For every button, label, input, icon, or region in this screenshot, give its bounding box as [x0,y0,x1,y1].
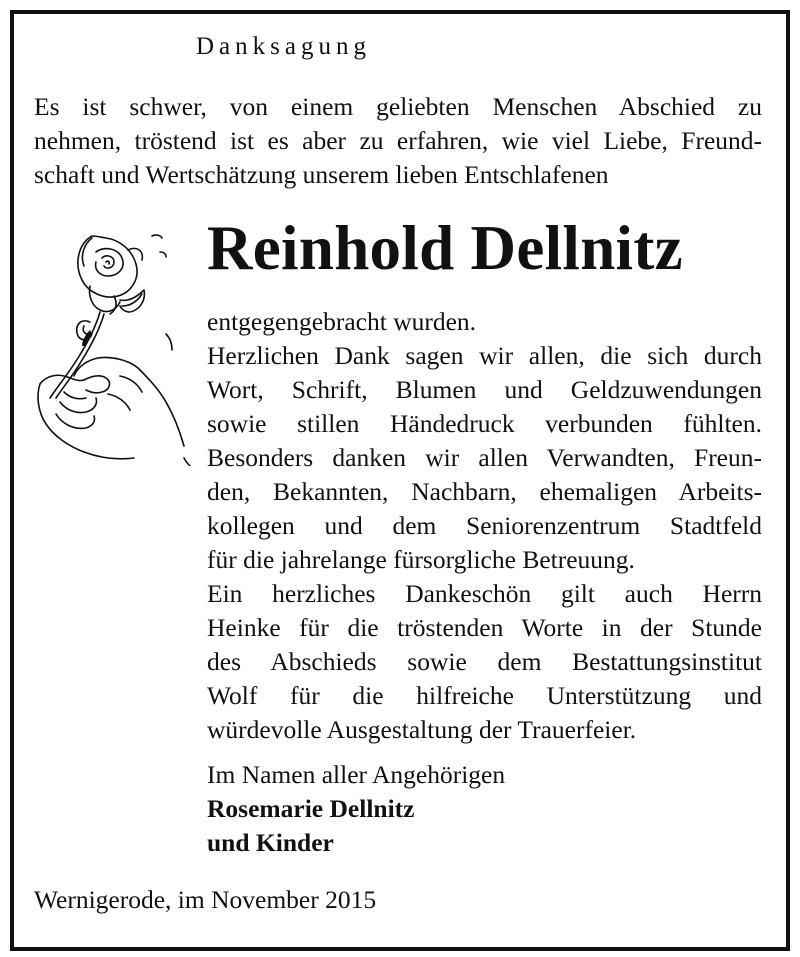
body-line: Ein herzliches Dankeschön gilt auch Herrn [207,579,762,608]
body-line: Herzlichen Dank sagen wir allen, die sich durch [207,341,762,370]
body-line: kollegen und dem Seniorenzentrum Stadtfeld [207,511,762,540]
intro-line: Es ist schwer, von einem geliebten Menschen Abschied zu [34,92,762,121]
place-date: Wernigerode, im November 2015 [34,885,377,914]
closing-block [207,758,505,860]
body-line: Heinke für die tröstenden Worte in der Stunde [207,613,762,642]
closing-phrase: Im Namen aller Angehörigen [207,760,506,789]
signature-family: und Kinder [207,828,334,857]
thanks-paragraph [207,305,762,747]
notice-heading: Danksagung [196,33,371,60]
body-line: des Abschieds sowie dem Bestattungsinstitut [207,647,762,676]
body-line: würdevolle Ausgestaltung der Trauerfeier. [207,715,637,744]
body-line: Wolf für die hilfreiche Unterstützung und [207,681,762,710]
hand-holding-rose-icon [34,226,198,466]
deceased-name: Reinhold Dellnitz [207,213,683,283]
body-line: für die jahrelange fürsorgliche Betreuung. [207,545,635,574]
body-line: Wort, Schrift, Blumen und Geldzuwendungen [207,375,762,404]
intro-paragraph [34,90,762,192]
body-line: sowie stillen Händedruck verbunden fühlten. [207,409,762,438]
signature-name: Rosemarie Dellnitz [207,794,415,823]
body-line: entgegengebracht wurden. [207,307,477,336]
body-line: den, Bekannten, Nachbarn, ehemaligen Arbeits- [207,477,762,506]
intro-line: nehmen, tröstend ist es aber zu erfahren, wie viel Liebe, Freund- [34,126,762,155]
intro-line: schaft und Wertschätzung unserem lieben Entschlafenen [34,160,609,189]
body-line: Besonders danken wir allen Verwandten, Freun- [207,443,762,472]
